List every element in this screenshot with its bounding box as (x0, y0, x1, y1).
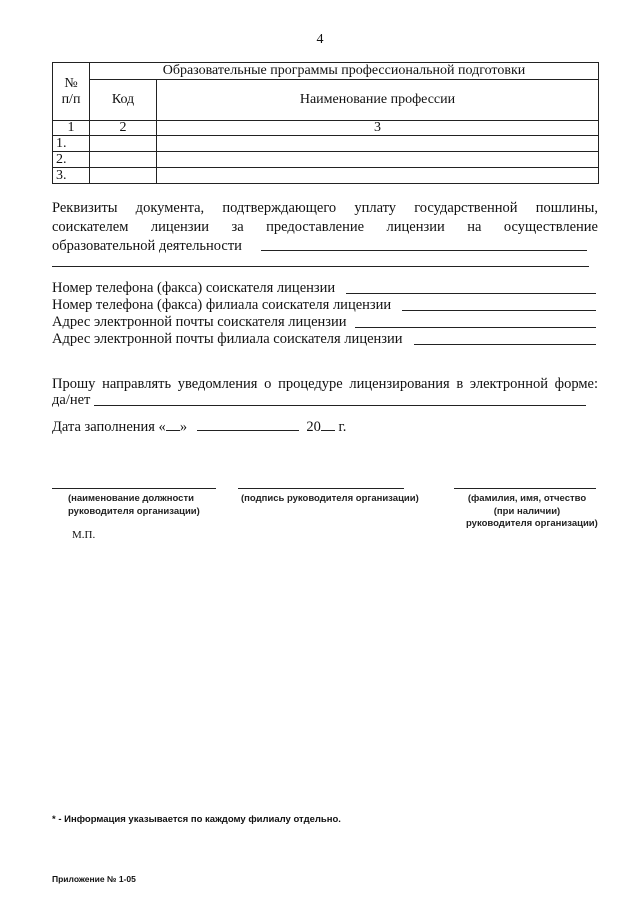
date-row (52, 418, 346, 437)
date-day-input[interactable] (166, 418, 180, 431)
phone-label: Номер телефона (факса) соискателя лицензии (52, 280, 336, 296)
position-caption-1: (наименование должности (68, 493, 194, 504)
programs-table (52, 62, 599, 184)
code-cell[interactable] (90, 136, 157, 152)
date-year-prefix: 20 (306, 419, 321, 435)
email-input[interactable] (355, 327, 596, 328)
branch-email-input[interactable] (414, 344, 596, 345)
notify-line-1: Прошу направлять уведомления о процедуре лицензирования в электронной форме: (52, 376, 598, 392)
requisites-line-3: образовательной деятельности (52, 238, 242, 254)
signature-caption: (подпись руководителя организации) (241, 493, 419, 504)
signature-line[interactable] (238, 488, 404, 489)
num-header (53, 63, 90, 121)
position-caption-2: руководителя организации) (68, 506, 200, 517)
name-cell[interactable] (157, 168, 599, 184)
index-cell: 1 (53, 121, 90, 136)
code-header: Код (90, 80, 157, 121)
date-year-suffix: г. (338, 419, 347, 435)
branch-email-label: Адрес электронной почты филиала соискателя лицензии (52, 331, 403, 347)
branch-phone-input[interactable] (402, 310, 596, 311)
code-cell[interactable] (90, 152, 157, 168)
name-caption-3: руководителя организации) (466, 518, 598, 529)
phone-input[interactable] (346, 293, 596, 294)
page-number: 4 (316, 32, 324, 47)
index-cell: 2 (90, 121, 157, 136)
date-close-quote: » (179, 419, 188, 435)
index-cell: 3 (157, 121, 599, 136)
requisites-input[interactable] (261, 250, 587, 251)
requisites-line-2: соискателем лицензии за предоставление лицензии на осуществление (52, 219, 598, 235)
num-abbr: п/п (61, 91, 81, 107)
date-year-input[interactable] (321, 418, 335, 431)
row-number: 2. (53, 152, 90, 168)
footnote: * - Информация указывается по каждому филиалу отдельно. (52, 814, 341, 825)
email-label: Адрес электронной почты соискателя лицензии (52, 314, 347, 330)
name-line[interactable] (454, 488, 596, 489)
requisites-line-1: Реквизиты документа, подтверждающего уплату государственной пошлины, (52, 200, 598, 216)
notify-line-2: да/нет (52, 392, 91, 408)
appendix-label: Приложение № 1-05 (52, 874, 136, 884)
table-row (53, 136, 599, 152)
name-header: Наименование профессии (157, 80, 599, 121)
name-cell[interactable] (157, 152, 599, 168)
requisites-input-2[interactable] (52, 266, 589, 267)
code-cell[interactable] (90, 168, 157, 184)
position-line[interactable] (52, 488, 216, 489)
row-number: 1. (53, 136, 90, 152)
group-header: Образовательные программы профессиональной подготовки (90, 63, 599, 80)
name-caption-2: (при наличии) (493, 506, 561, 517)
row-number: 3. (53, 168, 90, 184)
date-month-input[interactable] (197, 418, 299, 431)
table-row (53, 168, 599, 184)
branch-phone-label: Номер телефона (факса) филиала соискателя лицензии (52, 297, 392, 313)
name-cell[interactable] (157, 136, 599, 152)
date-label: Дата заполнения « (52, 419, 166, 435)
name-caption-1: (фамилия, имя, отчество (467, 493, 587, 504)
seal-label: М.П. (72, 529, 96, 541)
num-symbol: № (64, 75, 78, 91)
table-row (53, 152, 599, 168)
notify-input[interactable] (94, 405, 586, 406)
